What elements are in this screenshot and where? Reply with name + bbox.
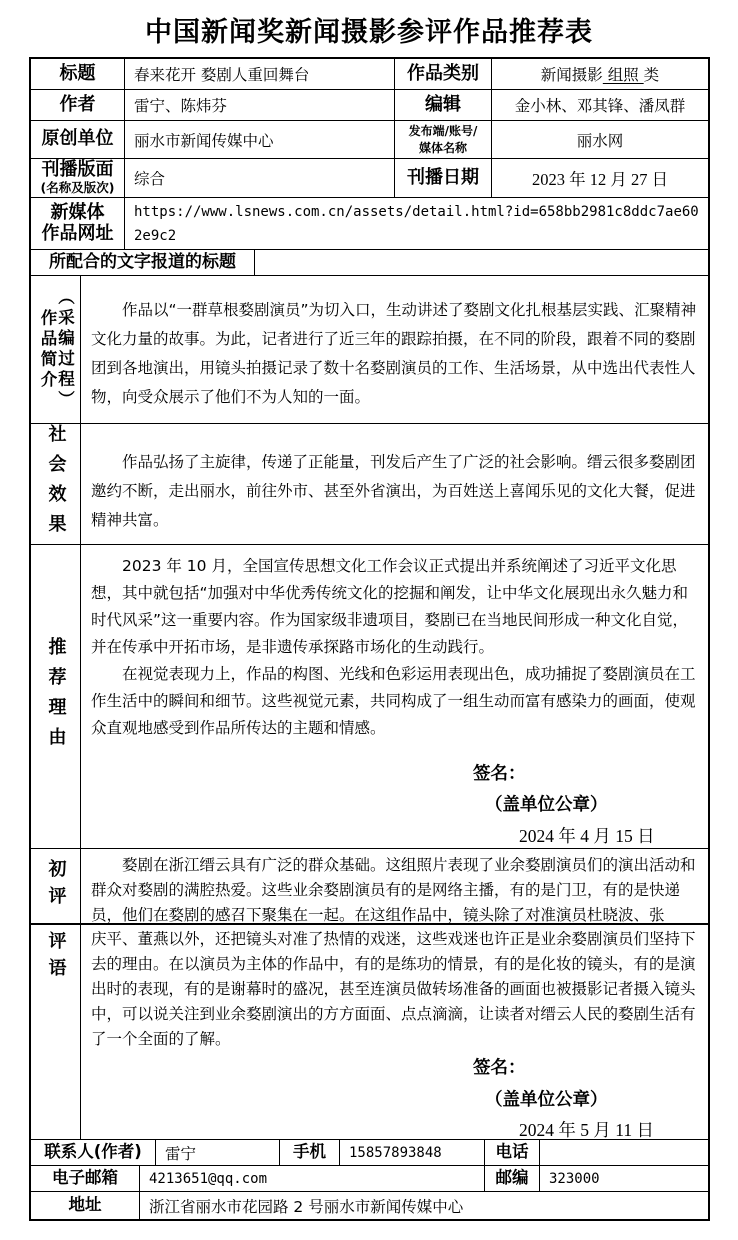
review1-text-cell <box>81 849 708 923</box>
intro-text: 作品以“一群草根婺剧演员”为切入口，生动讲述了婺剧文化扎根基层实践、汇聚精神文化力量的故事。为此，记者进行了近三年的跟踪拍摄，在不同的阶段，跟着不同的婺剧团到各地演出，用镜头拍摄记录了数十名婺剧演员的工作、生活场景，从中选出代表性人物，向受众展示了他们不为人知的一面。 <box>91 301 697 406</box>
original-unit-value: 丽水市新闻传媒中心 <box>125 121 395 158</box>
intro-label <box>31 276 81 423</box>
phone-label: 电话 <box>485 1140 540 1165</box>
recommend-text-cell <box>81 545 708 848</box>
category-value <box>492 59 708 89</box>
row-title <box>31 59 708 90</box>
address-value: 浙江省丽水市花园路 2 号丽水市新闻传媒中心 <box>149 1197 464 1216</box>
recommendation-form-table <box>29 57 710 1221</box>
intro-label-col1: 作品简介 <box>38 308 57 391</box>
section-social <box>31 424 708 545</box>
review-sign-date: 2024 年 5 月 11 日 <box>519 1120 654 1139</box>
page-section-label-line1: 刊播版面 <box>41 159 114 181</box>
review1-text: 婺剧在浙江缙云具有广泛的群众基础。这组照片表现了业余婺剧演员们的演出活动和群众对婺剧的满腔热爱。这些业余婺剧演员有的是网络主播，有的是门卫，有的是快递员，他们在婺剧的感召下聚集在一起。在这组作品中，镜头除了对准演员杜晓波、张 <box>91 856 696 923</box>
recommend-signature-block <box>91 764 700 846</box>
row-contact-person <box>31 1140 708 1166</box>
editor-value: 金小林、邓其锋、潘凤群 <box>514 97 686 115</box>
intro-label-col2: （采编过程） <box>55 288 75 411</box>
title-value: 春来花开 婺剧人重回舞台 <box>125 59 395 89</box>
page-section-label <box>31 159 125 197</box>
row-related-report <box>31 250 708 276</box>
review2-label: 评语 <box>45 931 67 985</box>
recommend-para1: 2023 年 10 月，全国宣传思想文化工作会议正式提出并系统阐述了习近平文化思想，其中就包括“加强对中华优秀传统文化的挖掘和阐发，让中华文化展现出永久魅力和时代风采”这一重要内容。作为国家级非遗项目，婺剧已在当地民间形成一种文化自觉，并在传承中开拓市场，是非遗传承探路市场化的生动践行。 <box>91 557 689 656</box>
section-intro <box>31 276 708 424</box>
related-report-value <box>255 250 708 275</box>
address-label: 地址 <box>31 1192 140 1219</box>
page-title: 中国新闻奖新闻摄影参评作品推荐表 <box>145 17 593 48</box>
url-label-line1: 新媒体 <box>50 201 105 223</box>
intro-text-cell <box>81 276 708 423</box>
category-label: 作品类别 <box>395 59 492 89</box>
email-value: 4213651@qq.com <box>140 1166 485 1191</box>
title-label: 标题 <box>31 59 125 89</box>
review-seal-note: （盖单位公章） <box>485 1090 608 1110</box>
review2-text-cell <box>81 925 708 1139</box>
social-label: 社会效果 <box>45 424 67 544</box>
row-original-unit <box>31 121 708 159</box>
author-label: 作者 <box>31 90 125 120</box>
mobile-value: 15857893848 <box>340 1140 485 1165</box>
recommend-sign-label: 签名： <box>473 764 526 784</box>
platform-label <box>395 121 492 158</box>
row-email <box>31 1166 708 1192</box>
publish-date-label: 刊播日期 <box>395 159 492 197</box>
editor-label: 编辑 <box>395 90 492 120</box>
review2-text: 庆平、董燕以外，还把镜头对准了热情的戏迷，这些戏迷也许正是业余婺剧演员们坚持下去的理由。在以演员为主体的作品中，有的是练功的情景，有的是化妆的镜头，有的是演出时的表现，有的是谢幕时的盛况，甚至连演员做转场准备的画面也被摄影记者摄入镜头中，可以说关注到业余婺剧演出的方方面面、点点滴滴，让读者对缙云人民的婺剧生活有了一个全面的了解。 <box>91 930 696 1048</box>
postcode-value: 323000 <box>549 1170 600 1187</box>
category-suffix: 类 <box>643 66 660 84</box>
recommend-sign-date: 2024 年 4 月 15 日 <box>519 826 655 846</box>
row-publication <box>31 159 708 198</box>
url-label-line2: 作品网址 <box>41 222 114 244</box>
author-value: 雷宁、陈炜芬 <box>125 90 395 120</box>
platform-label-line1: 发布端/账号/ <box>408 124 478 139</box>
row-address <box>31 1192 708 1219</box>
social-text-cell <box>81 424 708 544</box>
review-signature-block <box>91 1058 700 1139</box>
phone-value <box>540 1140 708 1165</box>
section-review-part2 <box>31 925 708 1140</box>
url-value: https://www.lsnews.com.cn/assets/detail.html?id=658bb2981c8ddc7ae602e9c2 <box>134 203 699 244</box>
recommend-label-cell <box>31 545 81 848</box>
review-sign-label: 签名： <box>473 1058 526 1078</box>
social-label-cell <box>31 424 81 544</box>
page-section-value: 综合 <box>125 159 395 197</box>
postcode-label: 邮编 <box>485 1166 540 1191</box>
category-prefix: 新闻摄影 <box>540 66 603 84</box>
platform-label-line2: 媒体名称 <box>418 140 467 155</box>
publish-date-value: 2023 年 12 月 27 日 <box>531 170 669 189</box>
email-label: 电子邮箱 <box>31 1166 140 1191</box>
platform-value: 丽水网 <box>576 131 624 150</box>
row-author <box>31 90 708 121</box>
review1-label: 初评 <box>45 859 67 913</box>
category-underlined: 组照 <box>602 66 644 84</box>
contact-person-value: 雷宁 <box>156 1140 280 1165</box>
section-recommend <box>31 545 708 849</box>
row-url <box>31 198 708 250</box>
page-section-label-line2: (名称及版次) <box>40 180 115 196</box>
recommend-seal-note: （盖单位公章） <box>485 795 608 815</box>
contact-person-label: 联系人(作者) <box>31 1140 156 1165</box>
url-label <box>31 198 125 249</box>
recommend-para2: 在视觉表现力上，作品的构图、光线和色彩运用表现出色，成功捕捉了婺剧演员在工作生活中的瞬间和细节。这些视觉元素，共同构成了一组生动而富有感染力的画面，使观众直观地感受到作品所传达的主题和情感。 <box>91 665 696 737</box>
mobile-label: 手机 <box>280 1140 340 1165</box>
section-review-part1 <box>31 849 708 925</box>
review2-label-cell <box>31 925 81 1139</box>
intro-label-pair <box>39 288 73 411</box>
review1-label-cell <box>31 849 81 923</box>
recommend-label: 推荐理由 <box>45 636 67 757</box>
social-text: 作品弘扬了主旋律，传递了正能量，刊发后产生了广泛的社会影响。缙云很多婺剧团邀约不断，走出丽水，前往外市、甚至外省演出，为百姓送上喜闻乐见的文化大餐，促进精神共富。 <box>91 453 696 529</box>
original-unit-label: 原创单位 <box>31 121 125 158</box>
related-report-label: 所配合的文字报道的标题 <box>31 250 255 275</box>
